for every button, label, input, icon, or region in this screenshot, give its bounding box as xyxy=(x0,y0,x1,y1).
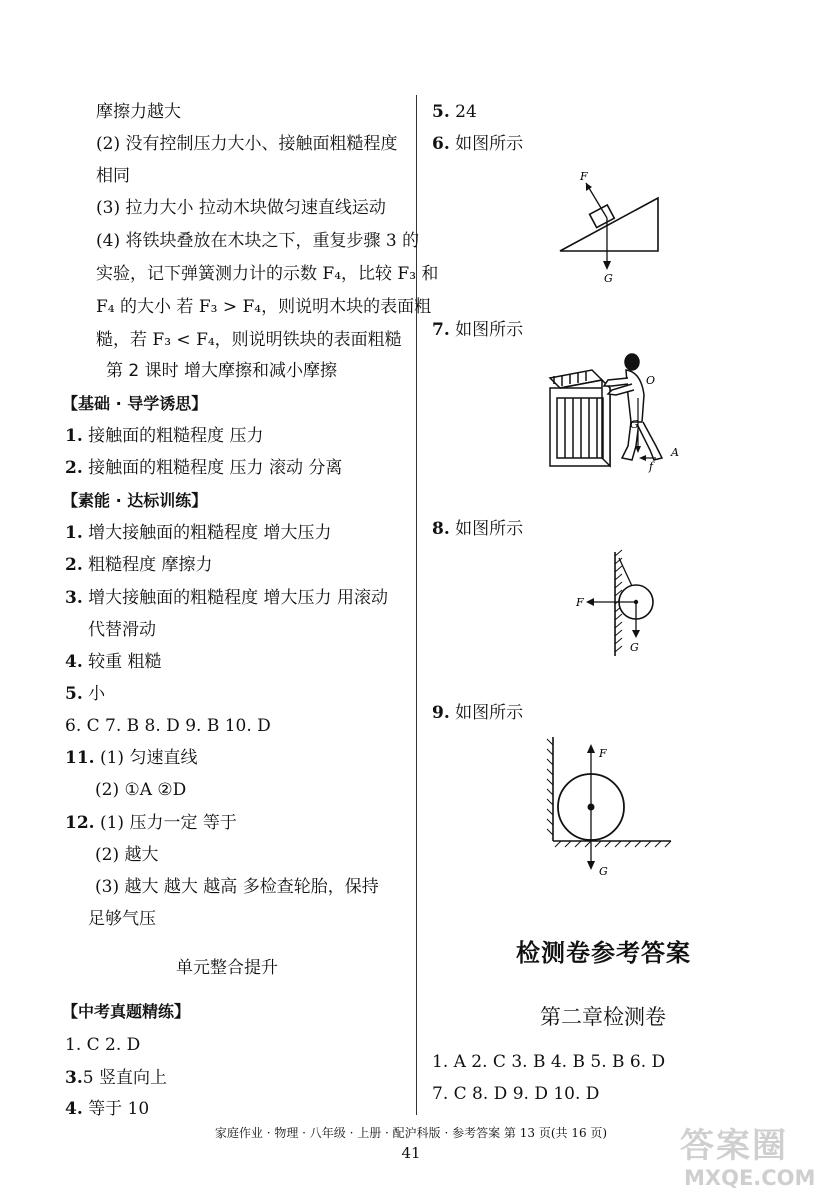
item-text: 如图所示 xyxy=(455,703,524,723)
text-line: (2) ①A ②D xyxy=(95,780,187,800)
item-text: 接触面的粗糙程度 压力 滚动 分离 xyxy=(88,458,343,478)
item-text: 粗糙程度 摩擦力 xyxy=(88,555,213,575)
text-line: (3) 拉力大小 拉动木块做匀速直线运动 xyxy=(96,198,386,218)
text-line: (4) 将铁块叠放在木块之下，重复步骤 3 的 xyxy=(96,231,420,251)
item-text: 接触面的粗糙程度 压力 xyxy=(88,426,264,446)
corner-watermark-logo xyxy=(680,1118,814,1194)
label-o: O xyxy=(646,374,656,387)
answer-item xyxy=(65,457,342,479)
section-heading: 【基础 · 导学诱思】 xyxy=(62,394,208,413)
item-number: 9. xyxy=(432,703,450,723)
item-text: 增大接触面的粗糙程度 增大压力 xyxy=(88,523,332,543)
section-heading: 【素能 · 达标训练】 xyxy=(62,491,208,510)
page-number: 41 xyxy=(401,1144,421,1162)
item-text: 等于 10 xyxy=(88,1099,150,1119)
text-line: 足够气压 xyxy=(88,909,156,929)
unit-title: 单元整合提升 xyxy=(176,958,278,978)
page-footer: 家庭作业 · 物理 · 八年级 · 上册 · 配沪科版 · 参考答案 第 13 页(共 16 页) xyxy=(214,1126,608,1140)
item-text: (1) 匀速直线 xyxy=(99,748,198,768)
answer-item xyxy=(65,683,105,705)
answer-item xyxy=(65,587,388,609)
item-number: 5. xyxy=(432,102,450,122)
figure-incline-block xyxy=(555,168,665,288)
crate xyxy=(550,370,610,466)
text-line: 相同 xyxy=(96,166,130,186)
watermark-brand: 答案圈 xyxy=(680,1126,788,1166)
test-answers-title: 检测卷参考答案 xyxy=(516,939,691,967)
text-line: (3) 越大 越大 越高 多检查轮胎，保持 xyxy=(95,877,379,897)
item-number: 2. xyxy=(65,555,83,575)
chapter-test-title: 第二章检测卷 xyxy=(540,1005,666,1029)
label-a: A xyxy=(671,446,679,459)
item-number: 7. xyxy=(432,320,450,340)
answer-item xyxy=(65,522,332,544)
item-text: 增大接触面的粗糙程度 增大压力 用滚动 xyxy=(88,588,388,608)
text-line: 代替滑动 xyxy=(88,620,156,640)
item-text: (1) 压力一定 等于 xyxy=(99,813,237,833)
figure-ball-on-wall xyxy=(570,548,670,663)
label-f: F xyxy=(580,170,588,183)
item-number: 8. xyxy=(432,519,450,539)
answer-item xyxy=(65,812,237,834)
label-g: G xyxy=(599,865,608,878)
item-number: 3. xyxy=(65,1068,83,1088)
watermark-url: MXQE.COM xyxy=(684,1166,816,1190)
label-g: G xyxy=(630,641,639,654)
item-text: 24 xyxy=(455,102,477,122)
item-number: 5. xyxy=(65,684,83,704)
item-number: 12. xyxy=(65,813,95,833)
item-text: 如图所示 xyxy=(455,134,524,154)
item-number: 11. xyxy=(65,748,95,768)
person xyxy=(604,354,662,460)
label-f: F xyxy=(599,747,607,760)
text-line: 实验，记下弹簧测力计的示数 F₄，比较 F₃ 和 xyxy=(96,264,439,284)
answer-item xyxy=(65,554,213,576)
text-line: (2) 越大 xyxy=(95,845,159,865)
text-line: (2) 没有控制压力大小、接触面粗糙程度 xyxy=(96,134,398,154)
item-text: 小 xyxy=(88,684,106,704)
item-number: 2. xyxy=(65,458,83,478)
item-number: 1. xyxy=(65,426,83,446)
text-line: F₄ 的大小 若 F₃ > F₄，则说明木块的表面粗 xyxy=(96,297,432,317)
item-text: 较重 粗糙 xyxy=(88,652,162,672)
item-number: 3. xyxy=(65,588,83,608)
item-number: 1. xyxy=(65,523,83,543)
answer-item xyxy=(65,425,264,447)
label-g: G xyxy=(630,418,639,431)
incline-wedge xyxy=(560,198,658,251)
item-text: 5 竖直向上 xyxy=(82,1068,167,1088)
answer-item xyxy=(65,651,162,673)
answer-item xyxy=(432,319,523,341)
item-text: 如图所示 xyxy=(455,320,524,340)
answer-row: 1. A 2. C 3. B 4. B 5. B 6. D xyxy=(432,1052,666,1072)
answer-item xyxy=(65,1098,149,1120)
label-f: F xyxy=(576,596,584,609)
item-number: 6. xyxy=(432,134,450,154)
item-number: 4. xyxy=(65,1099,83,1119)
item-number: 4. xyxy=(65,652,83,672)
text-line: 糙，若 F₃ < F₄，则说明铁块的表面粗糙 xyxy=(96,330,402,350)
label-g: G xyxy=(604,272,613,285)
answer-item xyxy=(432,101,477,123)
label-f: f xyxy=(649,460,654,473)
lesson-title: 第 2 课时 增大摩擦和减小摩擦 xyxy=(106,361,338,381)
string xyxy=(619,558,632,586)
figure-ball-in-corner xyxy=(545,735,675,880)
answer-row: 7. C 8. D 9. D 10. D xyxy=(432,1084,600,1104)
answer-item xyxy=(432,133,523,155)
section-heading: 【中考真题精练】 xyxy=(62,1002,191,1021)
item-text: 如图所示 xyxy=(455,519,524,539)
figure-pushing-crate xyxy=(546,350,686,480)
answer-item xyxy=(432,702,523,724)
answer-row: 1. C 2. D xyxy=(65,1035,141,1055)
text-line: 摩擦力越大 xyxy=(96,102,181,122)
answer-item xyxy=(65,747,197,769)
answer-item xyxy=(65,1067,167,1089)
answer-item xyxy=(432,518,523,540)
answer-row: 6. C 7. B 8. D 9. B 10. D xyxy=(65,716,271,736)
